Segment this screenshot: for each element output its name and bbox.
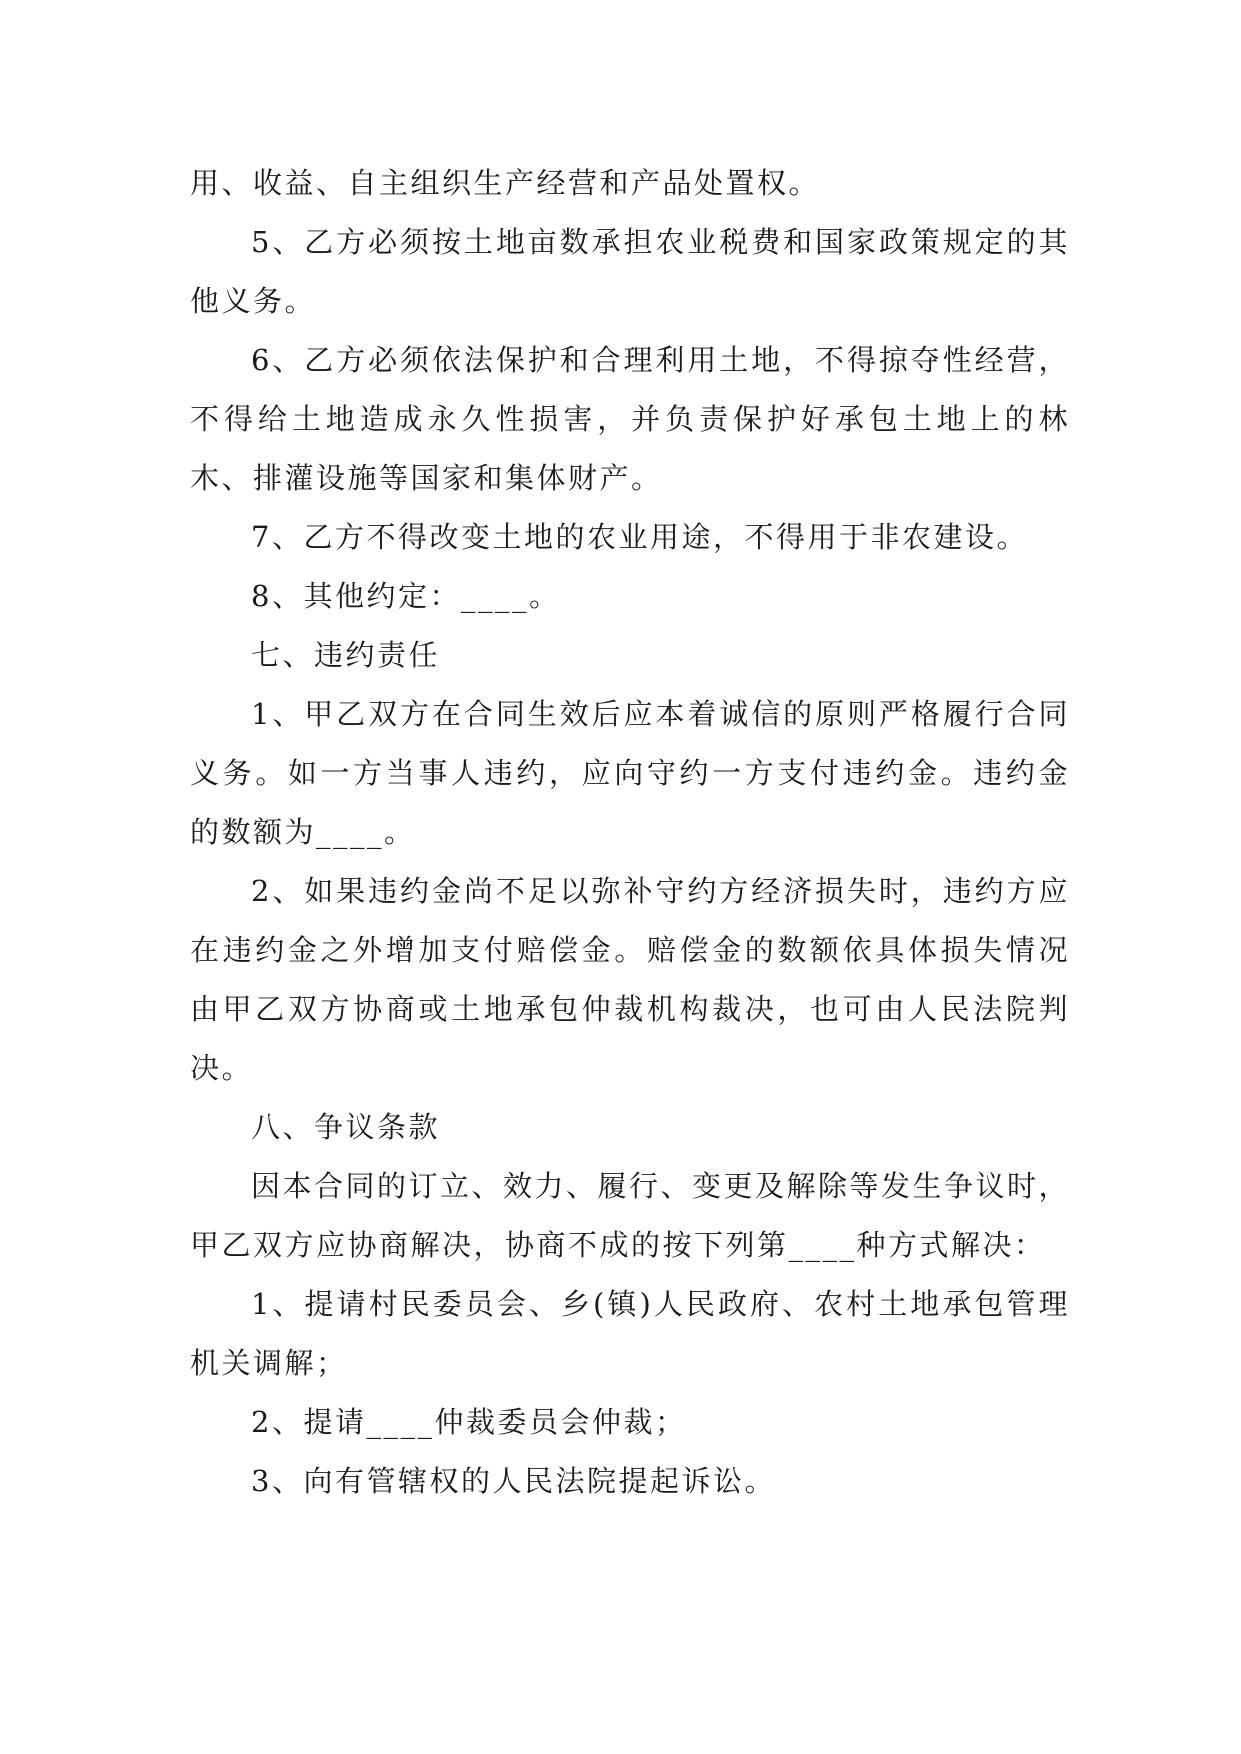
section-heading-breach: 七、违约责任 xyxy=(251,638,441,672)
paragraph-item-6: 6、乙方必须依法保护和合理利用土地，不得掠夺性经营，不得给土地造成永久性损害，并负责保护好承包土地上的林木、排灌设施等国家和集体财产。 xyxy=(190,343,1070,495)
paragraph-dispute-1: 1、提请村民委员会、乡(镇)人民政府、农村土地承包管理机关调解； xyxy=(190,1287,1070,1380)
paragraph-item-5: 5、乙方必须按土地亩数承担农业税费和国家政策规定的其他义务。 xyxy=(190,225,1070,318)
paragraph-dispute-2: 2、提请____仲裁委员会仲裁； xyxy=(251,1405,687,1439)
paragraph-item-8: 8、其他约定：____。 xyxy=(251,579,561,613)
paragraph-continuation: 用、收益、自主组织生产经营和产品处置权。 xyxy=(190,166,821,200)
paragraph-breach-2: 2、如果违约金尚不足以弥补守约方经济损失时，违约方应在违约金之外增加支付赔偿金。赔偿金的数额依具体损失情况由甲乙双方协商或土地承包仲裁机构裁决，也可由人民法院判决。 xyxy=(190,874,1070,1085)
document-body xyxy=(190,154,1070,1511)
paragraph-dispute-3: 3、向有管辖权的人民法院提起诉讼。 xyxy=(251,1464,776,1498)
paragraph-breach-1: 1、甲乙双方在合同生效后应本着诚信的原则严格履行合同义务。如一方当事人违约，应向守约一方支付违约金。违约金的数额为____。 xyxy=(190,697,1070,849)
paragraph-dispute-intro: 因本合同的订立、效力、履行、变更及解除等发生争议时，甲乙双方应协商解决，协商不成的按下列第____种方式解决： xyxy=(190,1169,1071,1262)
section-heading-dispute: 八、争议条款 xyxy=(251,1110,441,1144)
paragraph-item-7: 7、乙方不得改变土地的农业用途，不得用于非农建设。 xyxy=(251,520,1028,554)
